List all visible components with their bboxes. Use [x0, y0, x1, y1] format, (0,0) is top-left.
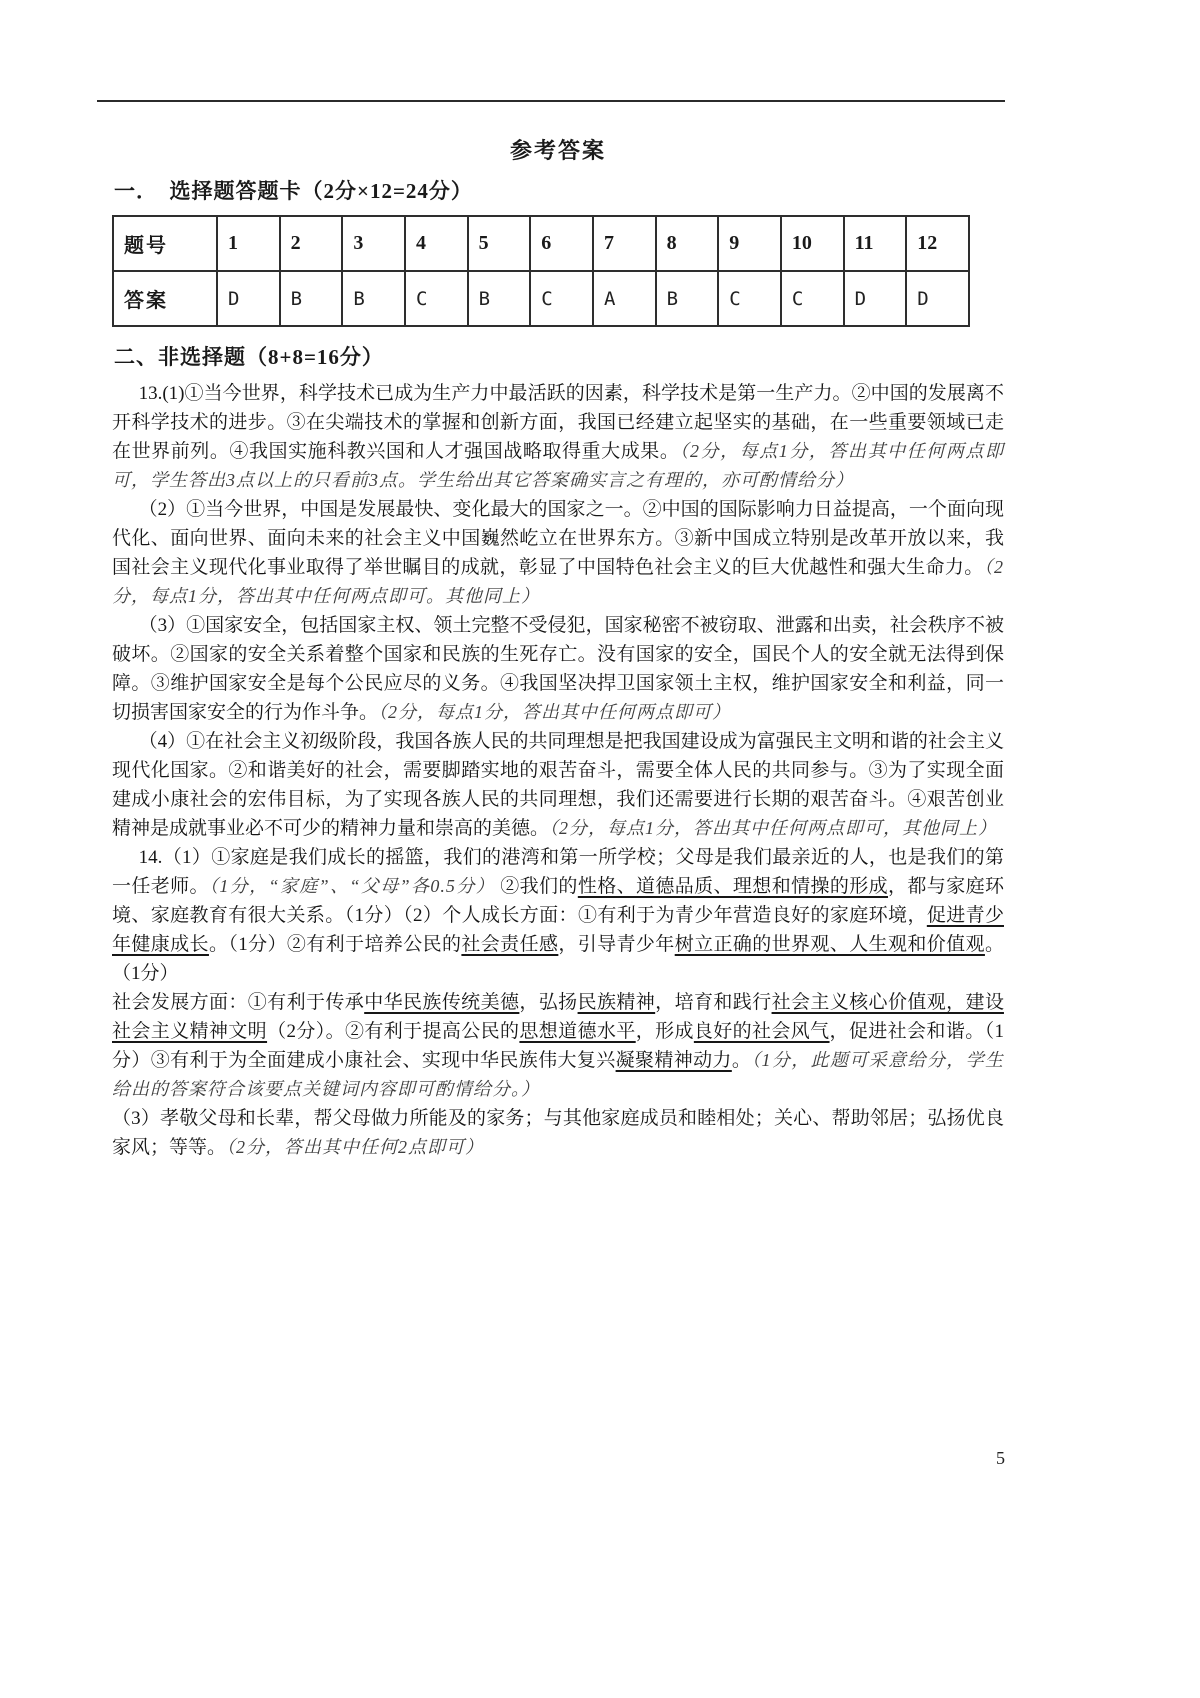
question-number-cell: 5 [468, 216, 531, 271]
answers-body [112, 379, 1004, 1162]
underlined-key-text: 思想道德水平 [519, 1021, 636, 1042]
answer-text: ，促进社会和谐。（1分）③有利于为全面建成小康社会、实现中华民族伟大复兴 [112, 1021, 1004, 1071]
answer-cell: C [718, 271, 781, 326]
answer-row [113, 271, 969, 326]
row-label-question-number: 题号 [113, 216, 217, 271]
answer-text: 社会发展方面：①有利于传承 [112, 992, 365, 1013]
question-number-cell: 4 [405, 216, 468, 271]
question-number-cell: 11 [844, 216, 907, 271]
answer-text: （4）①在社会主义初级阶段，我国各族人民的共同理想是把我国建设成为富强民主文明和谐的社会主义现代化国家。②和谐美好的社会，需要脚踏实地的艰苦奋斗，需要全体人民的共同参与。③为了实现全面建成小康社会的宏伟目标，为了实现各族人民的共同理想，我们还需要进行长期的艰苦奋斗。④艰苦创业精神是成就事业必不可少的精神力量和崇高的美德。 [112, 731, 1004, 839]
answer-cell: B [468, 271, 531, 326]
question-number-cell: 3 [342, 216, 405, 271]
answer-cell: D [844, 271, 907, 326]
answer-paragraph [112, 843, 1004, 988]
scoring-note: （1分，此题可采意给分，学生给出的答案符合该要点关键词内容即可酌情给分。） [112, 1050, 1004, 1099]
answer-cell: D [217, 271, 280, 326]
underlined-key-text: 凝聚精神动力 [615, 1050, 732, 1071]
page-content [112, 126, 1004, 1162]
question-number-cell: 1 [217, 216, 280, 271]
answer-text: ，培育和践行 [655, 992, 772, 1013]
answer-text: ，弘扬 [519, 992, 578, 1013]
page-title: 参考答案 [509, 138, 606, 163]
underlined-key-text: 树立正确的世界观、人生观和价值观 [674, 934, 985, 955]
answer-text: ，都与家庭环境、家庭教育有很大关系。（1分）（2）个人成长方面：①有利于为青少年营造良好的家庭环境， [112, 876, 1004, 926]
scoring-note: （2分，每点1分，答出其中任何两点即可，学生答出3点以上的只看前3点。学生给出其它答案确实言之有理的，亦可酌情给分） [112, 441, 1004, 490]
section-1-heading: 一． 选择题答题卡（2分×12=24分） [114, 179, 473, 203]
answer-text: 。 [731, 1050, 752, 1071]
answer-text: ②我们的 [495, 876, 578, 897]
underlined-key-text: 性格、道德品质、理想和情操的形成 [577, 876, 889, 897]
answer-cell: D [906, 271, 969, 326]
answer-cell: B [342, 271, 405, 326]
question-number-cell: 12 [906, 216, 969, 271]
answer-cell: B [656, 271, 719, 326]
row-label-answer: 答案 [113, 271, 217, 326]
answer-text: （3）孝敬父母和长辈，帮父母做力所能及的家务；与其他家庭成员和睦相处；关心、帮助邻居；弘扬优良家风；等等。 [112, 1108, 1004, 1158]
answer-paragraph [112, 1104, 1004, 1162]
answer-cell: C [405, 271, 468, 326]
underlined-key-text: 良好的社会风气 [693, 1021, 830, 1042]
question-number-cell: 7 [593, 216, 656, 271]
question-number-cell: 10 [781, 216, 844, 271]
underlined-key-text: 社会主义核心价值观，建设社会主义精神文明 [112, 992, 1004, 1042]
question-number-cell: 6 [530, 216, 593, 271]
underlined-key-text: 促进青少年健康成长 [112, 905, 1004, 955]
header-rule [97, 100, 1005, 102]
answer-cell: C [530, 271, 593, 326]
scoring-note: （1分，“家庭”、“父母”各0.5分） [208, 876, 496, 896]
question-number-row [113, 216, 969, 271]
question-number-cell: 8 [656, 216, 719, 271]
answer-text: ，引导青少年 [558, 934, 675, 955]
answer-paragraph [112, 727, 1004, 843]
scoring-note: （2分，每点1分，答出其中任何两点即可，其他同上） [549, 818, 998, 838]
underlined-key-text: 中华民族传统美德 [364, 992, 520, 1013]
answer-cell: A [593, 271, 656, 326]
answer-paragraph [112, 611, 1004, 727]
scoring-note: （2分，每点1分，答出其中任何两点即可。其他同上） [112, 557, 1004, 606]
answer-text: 14.（1）①家庭是我们成长的摇篮，我们的港湾和第一所学校；父母是我们最亲近的人，也是我们的第一任老师。 [112, 847, 1004, 897]
page-number: 5 [996, 1448, 1005, 1468]
answer-text: 。（1分）②有利于培养公民的 [208, 934, 462, 955]
underlined-key-text: 社会责任感 [461, 934, 559, 955]
underlined-key-text: 民族精神 [577, 992, 656, 1013]
answer-text: （2分）。②有利于提高公民的 [267, 1021, 520, 1042]
answer-text: 。（1分） [112, 934, 1004, 984]
answer-text: 13.(1)①当今世界，科学技术已成为生产力中最活跃的因素，科学技术是第一生产力。②中国的发展离不开科学技术的进步。③在尖端技术的掌握和创新方面，我国已经建立起坚实的基础，在一些重要领域已走在世界前列。④我国实施科教兴国和人才强国战略取得重大成果。 [112, 383, 1004, 462]
question-number-cell: 2 [280, 216, 343, 271]
scoring-note: （2分，答出其中任何2点即可） [226, 1137, 485, 1157]
answer-cell: C [781, 271, 844, 326]
answer-cell: B [280, 271, 343, 326]
section-2-heading: 二、非选择题（8+8=16分） [114, 345, 384, 369]
scoring-note: （2分，每点1分，答出其中任何两点即可） [378, 702, 732, 722]
answer-paragraph [112, 988, 1004, 1104]
answer-text: （3）①国家安全，包括国家主权、领土完整不受侵犯，国家秘密不被窃取、泄露和出卖，社会秩序不被破坏。②国家的安全关系着整个国家和民族的生死存亡。没有国家的安全，国民个人的安全就无法得到保障。③维护国家安全是每个公民应尽的义务。④我国坚决捍卫国家领土主权，维护国家安全和利益，同一切损害国家安全的行为作斗争。 [112, 615, 1004, 723]
answer-paragraph [112, 495, 1004, 611]
answer-key-table [112, 215, 970, 327]
answer-paragraph [112, 379, 1004, 495]
question-number-cell: 9 [718, 216, 781, 271]
answer-text: ，形成 [635, 1021, 694, 1042]
answer-text: （2）①当今世界，中国是发展最快、变化最大的国家之一。②中国的国际影响力日益提高，一个面向现代化、面向世界、面向未来的社会主义中国巍然屹立在世界东方。③新中国成立特别是改革开放以来，我国社会主义现代化事业取得了举世瞩目的成就，彰显了中国特色社会主义的巨大优越性和强大生命力。 [112, 499, 1004, 578]
